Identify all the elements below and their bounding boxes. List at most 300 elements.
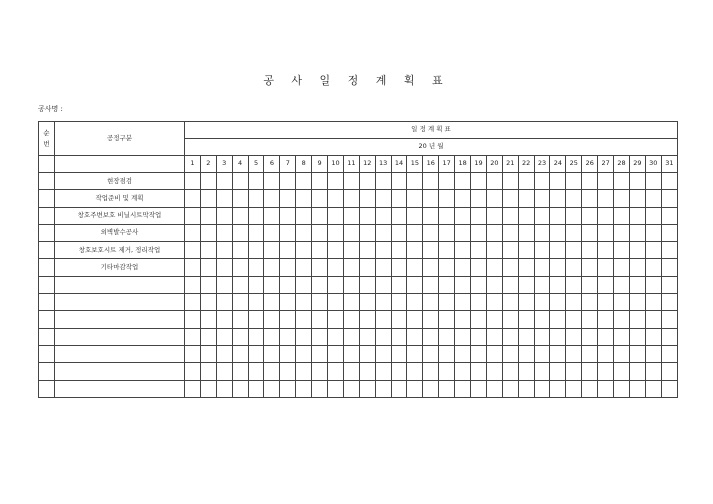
schedule-cell bbox=[280, 242, 296, 259]
schedule-cell bbox=[645, 363, 661, 380]
schedule-cell bbox=[550, 311, 566, 328]
schedule-cell bbox=[550, 380, 566, 397]
schedule-cell bbox=[534, 276, 550, 293]
day-header-8: 8 bbox=[296, 156, 312, 173]
schedule-cell bbox=[200, 242, 216, 259]
schedule-cell bbox=[486, 294, 502, 311]
schedule-cell bbox=[455, 311, 471, 328]
schedule-cell bbox=[629, 294, 645, 311]
row-sequence-number bbox=[39, 259, 55, 276]
schedule-cell bbox=[550, 294, 566, 311]
schedule-cell bbox=[343, 294, 359, 311]
schedule-cell bbox=[645, 259, 661, 276]
schedule-cell bbox=[216, 242, 232, 259]
row-sequence-number bbox=[39, 207, 55, 224]
schedule-cell bbox=[534, 294, 550, 311]
schedule-cell bbox=[661, 207, 677, 224]
schedule-cell bbox=[550, 328, 566, 345]
schedule-cell bbox=[248, 207, 264, 224]
schedule-cell bbox=[216, 276, 232, 293]
schedule-cell bbox=[486, 380, 502, 397]
schedule-cell bbox=[407, 345, 423, 362]
schedule-cell bbox=[471, 224, 487, 241]
schedule-cell bbox=[185, 363, 201, 380]
schedule-cell bbox=[328, 380, 344, 397]
schedule-cell bbox=[645, 380, 661, 397]
schedule-cell bbox=[486, 363, 502, 380]
schedule-cell bbox=[200, 363, 216, 380]
schedule-cell bbox=[375, 259, 391, 276]
schedule-cell bbox=[328, 224, 344, 241]
schedule-cell bbox=[534, 380, 550, 397]
schedule-cell bbox=[598, 328, 614, 345]
schedule-cell bbox=[264, 224, 280, 241]
schedule-cell bbox=[343, 311, 359, 328]
day-header-26: 26 bbox=[582, 156, 598, 173]
schedule-cell bbox=[661, 190, 677, 207]
sequence-number-header-line2: 번 bbox=[43, 139, 50, 148]
schedule-cell bbox=[471, 294, 487, 311]
schedule-cell bbox=[582, 173, 598, 190]
schedule-cell bbox=[391, 276, 407, 293]
day-row-blank-no bbox=[39, 156, 55, 173]
row-sequence-number bbox=[39, 328, 55, 345]
schedule-cell bbox=[614, 363, 630, 380]
schedule-cell bbox=[550, 259, 566, 276]
schedule-cell bbox=[423, 259, 439, 276]
day-header-20: 20 bbox=[486, 156, 502, 173]
schedule-cell bbox=[598, 294, 614, 311]
schedule-cell bbox=[486, 345, 502, 362]
schedule-cell bbox=[328, 173, 344, 190]
schedule-cell bbox=[343, 224, 359, 241]
schedule-cell bbox=[248, 173, 264, 190]
schedule-cell bbox=[407, 363, 423, 380]
row-sequence-number bbox=[39, 190, 55, 207]
schedule-cell bbox=[280, 345, 296, 362]
schedule-cell bbox=[661, 328, 677, 345]
schedule-cell bbox=[550, 224, 566, 241]
schedule-cell bbox=[534, 224, 550, 241]
schedule-cell bbox=[439, 328, 455, 345]
schedule-cell bbox=[439, 242, 455, 259]
schedule-cell bbox=[439, 173, 455, 190]
schedule-cell bbox=[502, 311, 518, 328]
schedule-cell bbox=[455, 259, 471, 276]
schedule-cell bbox=[264, 190, 280, 207]
schedule-cell bbox=[296, 207, 312, 224]
schedule-cell bbox=[582, 380, 598, 397]
day-header-17: 17 bbox=[439, 156, 455, 173]
schedule-cell bbox=[296, 190, 312, 207]
day-header-18: 18 bbox=[455, 156, 471, 173]
schedule-cell bbox=[486, 173, 502, 190]
schedule-cell bbox=[614, 380, 630, 397]
row-sequence-number bbox=[39, 294, 55, 311]
schedule-cell bbox=[264, 328, 280, 345]
schedule-cell bbox=[359, 380, 375, 397]
schedule-cell bbox=[645, 345, 661, 362]
schedule-cell bbox=[455, 190, 471, 207]
schedule-cell bbox=[200, 224, 216, 241]
schedule-cell bbox=[216, 380, 232, 397]
schedule-cell bbox=[645, 242, 661, 259]
schedule-cell bbox=[550, 345, 566, 362]
schedule-cell bbox=[502, 345, 518, 362]
schedule-cell bbox=[518, 224, 534, 241]
schedule-cell bbox=[296, 311, 312, 328]
schedule-cell bbox=[391, 207, 407, 224]
schedule-cell bbox=[375, 363, 391, 380]
schedule-cell bbox=[566, 311, 582, 328]
schedule-cell bbox=[518, 294, 534, 311]
schedule-cell bbox=[661, 380, 677, 397]
schedule-cell bbox=[582, 224, 598, 241]
schedule-cell bbox=[582, 190, 598, 207]
schedule-cell bbox=[343, 207, 359, 224]
schedule-cell bbox=[502, 259, 518, 276]
schedule-cell bbox=[614, 190, 630, 207]
schedule-cell bbox=[598, 363, 614, 380]
day-header-9: 9 bbox=[312, 156, 328, 173]
schedule-cell bbox=[280, 190, 296, 207]
schedule-cell bbox=[312, 311, 328, 328]
schedule-cell bbox=[375, 294, 391, 311]
schedule-cell bbox=[248, 311, 264, 328]
schedule-cell bbox=[200, 311, 216, 328]
schedule-cell bbox=[439, 207, 455, 224]
schedule-cell bbox=[391, 259, 407, 276]
table-row bbox=[39, 363, 678, 380]
schedule-cell bbox=[423, 380, 439, 397]
schedule-cell bbox=[486, 190, 502, 207]
schedule-cell bbox=[502, 294, 518, 311]
schedule-cell bbox=[232, 207, 248, 224]
day-header-2: 2 bbox=[200, 156, 216, 173]
schedule-cell bbox=[343, 276, 359, 293]
row-task-name bbox=[55, 311, 185, 328]
schedule-cell bbox=[614, 242, 630, 259]
schedule-cell bbox=[232, 311, 248, 328]
row-task-name bbox=[55, 328, 185, 345]
schedule-cell bbox=[518, 380, 534, 397]
schedule-cell bbox=[502, 328, 518, 345]
schedule-cell bbox=[455, 380, 471, 397]
schedule-cell bbox=[423, 224, 439, 241]
schedule-cell bbox=[359, 328, 375, 345]
schedule-cell bbox=[502, 242, 518, 259]
schedule-cell bbox=[375, 328, 391, 345]
schedule-cell bbox=[629, 173, 645, 190]
schedule-cell bbox=[200, 207, 216, 224]
row-task-name bbox=[55, 380, 185, 397]
schedule-cell bbox=[518, 311, 534, 328]
schedule-cell bbox=[216, 363, 232, 380]
schedule-cell bbox=[264, 311, 280, 328]
day-header-12: 12 bbox=[359, 156, 375, 173]
sequence-number-header bbox=[39, 122, 55, 156]
schedule-cell bbox=[455, 345, 471, 362]
schedule-cell bbox=[439, 224, 455, 241]
schedule-cell bbox=[200, 259, 216, 276]
schedule-cell bbox=[534, 242, 550, 259]
schedule-cell bbox=[280, 294, 296, 311]
schedule-cell bbox=[296, 173, 312, 190]
schedule-cell bbox=[550, 276, 566, 293]
schedule-cell bbox=[312, 328, 328, 345]
schedule-cell bbox=[216, 328, 232, 345]
schedule-cell bbox=[455, 294, 471, 311]
schedule-cell bbox=[486, 224, 502, 241]
schedule-cell bbox=[264, 363, 280, 380]
row-task-name: 기타마감작업 bbox=[55, 259, 185, 276]
schedule-cell bbox=[391, 345, 407, 362]
schedule-cell bbox=[629, 345, 645, 362]
schedule-cell bbox=[216, 173, 232, 190]
table-row bbox=[39, 328, 678, 345]
schedule-cell bbox=[518, 363, 534, 380]
schedule-cell bbox=[391, 294, 407, 311]
schedule-cell bbox=[550, 207, 566, 224]
schedule-cell bbox=[534, 190, 550, 207]
schedule-cell bbox=[343, 173, 359, 190]
schedule-cell bbox=[455, 328, 471, 345]
day-header-27: 27 bbox=[598, 156, 614, 173]
schedule-cell bbox=[439, 276, 455, 293]
schedule-cell bbox=[439, 259, 455, 276]
day-header-29: 29 bbox=[629, 156, 645, 173]
schedule-cell bbox=[185, 380, 201, 397]
schedule-cell bbox=[629, 224, 645, 241]
schedule-cell bbox=[312, 242, 328, 259]
schedule-cell bbox=[550, 190, 566, 207]
schedule-cell bbox=[502, 173, 518, 190]
table-row bbox=[39, 345, 678, 362]
schedule-cell bbox=[407, 224, 423, 241]
schedule-cell bbox=[312, 207, 328, 224]
schedule-cell bbox=[185, 345, 201, 362]
schedule-cell bbox=[359, 190, 375, 207]
row-task-name bbox=[55, 276, 185, 293]
schedule-cell bbox=[614, 345, 630, 362]
schedule-cell bbox=[343, 345, 359, 362]
day-header-11: 11 bbox=[343, 156, 359, 173]
row-task-name bbox=[55, 345, 185, 362]
day-header-1: 1 bbox=[185, 156, 201, 173]
schedule-cell bbox=[280, 173, 296, 190]
schedule-cell bbox=[200, 380, 216, 397]
schedule-cell bbox=[296, 328, 312, 345]
day-header-6: 6 bbox=[264, 156, 280, 173]
schedule-cell bbox=[200, 328, 216, 345]
schedule-cell bbox=[328, 190, 344, 207]
schedule-cell bbox=[455, 363, 471, 380]
schedule-cell bbox=[296, 294, 312, 311]
schedule-cell bbox=[566, 345, 582, 362]
schedule-cell bbox=[471, 242, 487, 259]
schedule-cell bbox=[550, 242, 566, 259]
schedule-cell bbox=[312, 259, 328, 276]
schedule-cell bbox=[439, 345, 455, 362]
schedule-cell bbox=[439, 294, 455, 311]
schedule-cell bbox=[471, 173, 487, 190]
schedule-cell bbox=[614, 328, 630, 345]
schedule-cell bbox=[296, 224, 312, 241]
schedule-cell bbox=[614, 276, 630, 293]
schedule-cell bbox=[582, 311, 598, 328]
schedule-cell bbox=[407, 276, 423, 293]
schedule-cell bbox=[423, 345, 439, 362]
table-row bbox=[39, 311, 678, 328]
schedule-cell bbox=[486, 207, 502, 224]
schedule-cell bbox=[471, 380, 487, 397]
schedule-cell bbox=[296, 242, 312, 259]
schedule-cell bbox=[343, 242, 359, 259]
schedule-cell bbox=[248, 363, 264, 380]
schedule-cell bbox=[391, 224, 407, 241]
schedule-cell bbox=[582, 242, 598, 259]
schedule-cell bbox=[423, 311, 439, 328]
schedule-cell bbox=[328, 207, 344, 224]
schedule-cell bbox=[232, 224, 248, 241]
row-task-name bbox=[55, 363, 185, 380]
day-header-31: 31 bbox=[661, 156, 677, 173]
schedule-cell bbox=[200, 294, 216, 311]
schedule-cell bbox=[391, 190, 407, 207]
schedule-cell bbox=[248, 345, 264, 362]
table-row bbox=[39, 259, 678, 276]
schedule-cell bbox=[534, 311, 550, 328]
schedule-cell bbox=[455, 207, 471, 224]
schedule-cell bbox=[359, 345, 375, 362]
schedule-cell bbox=[375, 345, 391, 362]
schedule-cell bbox=[566, 380, 582, 397]
schedule-cell bbox=[185, 224, 201, 241]
schedule-cell bbox=[264, 242, 280, 259]
schedule-cell bbox=[343, 380, 359, 397]
schedule-cell bbox=[566, 242, 582, 259]
schedule-cell bbox=[566, 363, 582, 380]
schedule-cell bbox=[629, 380, 645, 397]
schedule-cell bbox=[185, 328, 201, 345]
schedule-cell bbox=[550, 363, 566, 380]
schedule-cell bbox=[185, 207, 201, 224]
schedule-cell bbox=[534, 207, 550, 224]
schedule-cell bbox=[518, 207, 534, 224]
schedule-cell bbox=[423, 363, 439, 380]
schedule-cell bbox=[423, 276, 439, 293]
schedule-cell bbox=[661, 311, 677, 328]
document-title: 공 사 일 정 계 획 표 bbox=[263, 74, 450, 87]
schedule-cell bbox=[343, 328, 359, 345]
schedule-cell bbox=[248, 242, 264, 259]
table-row bbox=[39, 276, 678, 293]
schedule-cell bbox=[471, 345, 487, 362]
schedule-cell bbox=[280, 259, 296, 276]
schedule-cell bbox=[502, 363, 518, 380]
schedule-cell bbox=[407, 380, 423, 397]
schedule-cell bbox=[391, 311, 407, 328]
schedule-cell bbox=[471, 328, 487, 345]
schedule-cell bbox=[455, 276, 471, 293]
schedule-cell bbox=[232, 294, 248, 311]
day-row-blank-work bbox=[55, 156, 185, 173]
row-sequence-number bbox=[39, 380, 55, 397]
schedule-cell bbox=[328, 345, 344, 362]
schedule-cell bbox=[566, 259, 582, 276]
schedule-cell bbox=[343, 259, 359, 276]
schedule-cell bbox=[645, 311, 661, 328]
schedule-cell bbox=[486, 311, 502, 328]
table-row bbox=[39, 207, 678, 224]
schedule-cell bbox=[534, 363, 550, 380]
day-header-24: 24 bbox=[550, 156, 566, 173]
schedule-cell bbox=[216, 345, 232, 362]
schedule-cell bbox=[359, 173, 375, 190]
schedule-cell bbox=[391, 173, 407, 190]
schedule-cell bbox=[566, 173, 582, 190]
schedule-cell bbox=[280, 224, 296, 241]
schedule-cell bbox=[439, 363, 455, 380]
schedule-cell bbox=[264, 173, 280, 190]
schedule-cell bbox=[598, 190, 614, 207]
schedule-cell bbox=[423, 242, 439, 259]
schedule-cell bbox=[375, 311, 391, 328]
schedule-cell bbox=[391, 363, 407, 380]
schedule-cell bbox=[343, 363, 359, 380]
schedule-cell bbox=[582, 207, 598, 224]
schedule-cell bbox=[359, 294, 375, 311]
schedule-cell bbox=[566, 224, 582, 241]
schedule-cell bbox=[312, 224, 328, 241]
schedule-cell bbox=[185, 190, 201, 207]
schedule-cell bbox=[645, 276, 661, 293]
schedule-cell bbox=[566, 276, 582, 293]
schedule-cell bbox=[598, 259, 614, 276]
day-header-14: 14 bbox=[391, 156, 407, 173]
schedule-cell bbox=[661, 294, 677, 311]
schedule-cell bbox=[661, 259, 677, 276]
schedule-cell bbox=[598, 242, 614, 259]
schedule-cell bbox=[661, 173, 677, 190]
schedule-cell bbox=[312, 173, 328, 190]
table-row bbox=[39, 190, 678, 207]
schedule-cell bbox=[232, 190, 248, 207]
schedule-cell bbox=[391, 242, 407, 259]
row-sequence-number bbox=[39, 363, 55, 380]
schedule-cell bbox=[518, 242, 534, 259]
schedule-cell bbox=[486, 276, 502, 293]
schedule-cell bbox=[455, 242, 471, 259]
schedule-cell bbox=[296, 380, 312, 397]
schedule-cell bbox=[216, 224, 232, 241]
schedule-cell bbox=[375, 224, 391, 241]
row-sequence-number bbox=[39, 345, 55, 362]
schedule-cell bbox=[423, 207, 439, 224]
schedule-cell bbox=[312, 276, 328, 293]
project-name-label: 공사명 : bbox=[38, 105, 63, 113]
schedule-cell bbox=[502, 380, 518, 397]
schedule-cell bbox=[200, 345, 216, 362]
schedule-cell bbox=[359, 311, 375, 328]
day-header-19: 19 bbox=[471, 156, 487, 173]
schedule-cell bbox=[216, 207, 232, 224]
schedule-cell bbox=[550, 173, 566, 190]
schedule-cell bbox=[629, 328, 645, 345]
row-task-name: 창호주변보호 비닐시트막작업 bbox=[55, 207, 185, 224]
day-header-13: 13 bbox=[375, 156, 391, 173]
schedule-cell bbox=[502, 224, 518, 241]
